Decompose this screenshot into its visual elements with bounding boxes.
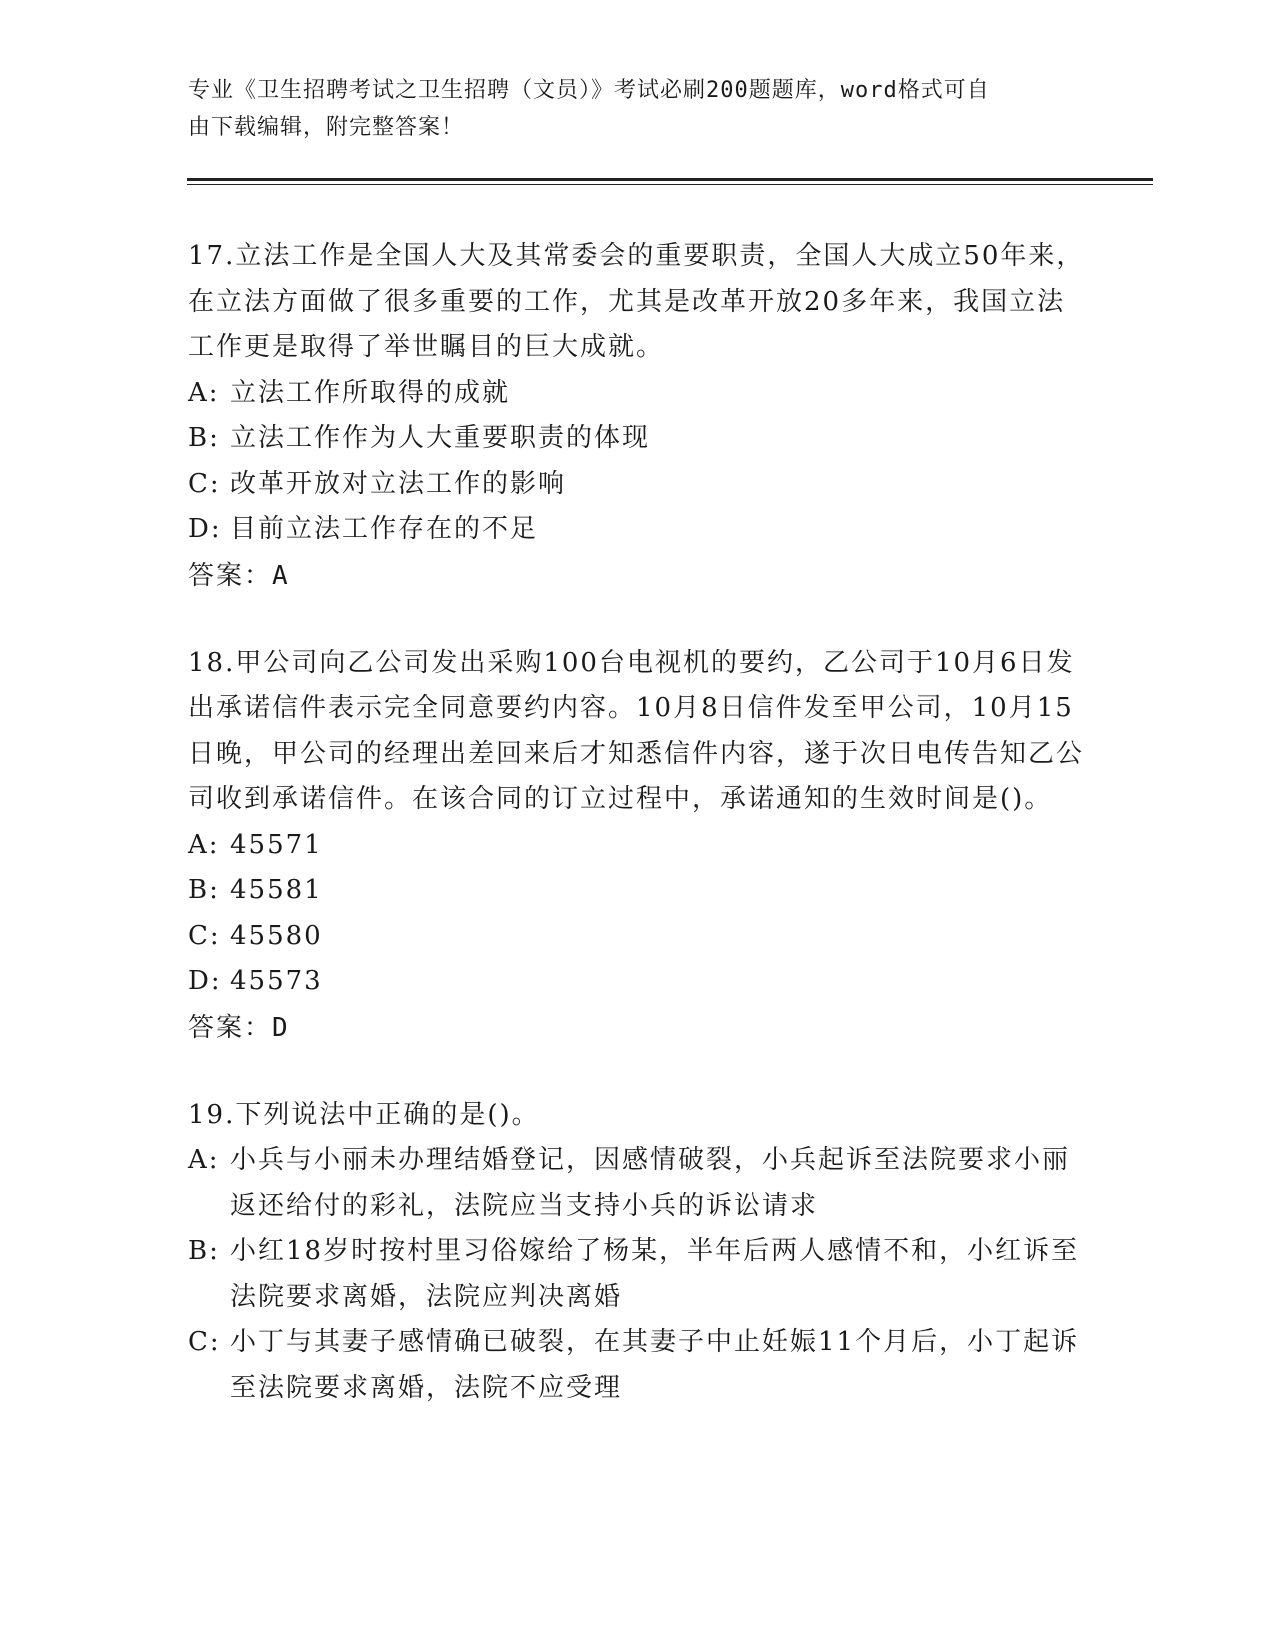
option-text: 立法工作作为人大重要职责的体现	[230, 423, 651, 453]
option-key: C:	[188, 1327, 221, 1357]
option-text: 立法工作所取得的成就	[230, 377, 511, 408]
option-a	[188, 1138, 1088, 1229]
header-title-line-1: 专业《卫生招聘考试之卫生招聘（文员）》考试必刷200题题库，word格式可自	[188, 78, 990, 103]
answer-line: 答案：D	[188, 1012, 290, 1043]
option-c	[188, 1320, 1088, 1411]
question-stem: 19.下列说法中正确的是()。	[188, 1099, 540, 1130]
option-text: 小兵与小丽未办理结婚登记，因感情破裂，小兵起诉至法院要求小丽返还给付的彩礼，法院应当支持小兵的诉讼请求	[230, 1145, 1071, 1221]
question-17	[188, 234, 1088, 599]
option-key: B:	[188, 423, 220, 453]
option-text: 45580	[230, 920, 323, 951]
question-18	[188, 641, 1088, 1051]
header-divider-thin	[187, 184, 1153, 185]
option-text: 目前立法工作存在的不足	[230, 514, 539, 544]
option-c	[188, 914, 1088, 960]
option-c	[188, 462, 1088, 508]
option-key: A:	[188, 377, 220, 408]
option-key: A:	[188, 829, 220, 860]
question-stem: 18.甲公司向乙公司发出采购100台电视机的要约，乙公司于10月6日发出承诺信件表示完全同意要约内容。10月8日信件发至甲公司，10月15日晚，甲公司的经理出差回来后才知悉信件内容，遂于次日电传告知乙公司收到承诺信件。在该合同的订立过程中，承诺通知的生效时间是()。	[188, 647, 1085, 814]
option-key: A:	[188, 1145, 220, 1175]
option-d	[188, 507, 1088, 553]
option-key: C:	[188, 468, 221, 499]
question-list	[188, 234, 1088, 1453]
document-header	[188, 72, 1068, 146]
option-key: B:	[188, 1236, 220, 1266]
option-text: 小红18岁时按村里习俗嫁给了杨某，半年后两人感情不和，小红诉至法院要求离婚，法院应判决离婚	[230, 1236, 1080, 1312]
header-divider-thick	[187, 178, 1153, 181]
option-text: 45573	[230, 966, 323, 996]
option-key: B:	[188, 875, 220, 905]
option-d	[188, 959, 1088, 1005]
option-b	[188, 1229, 1088, 1320]
question-stem: 17.立法工作是全国人大及其常委会的重要职责，全国人大成立50年来，在立法方面做了很多重要的工作，尤其是改革开放20多年来，我国立法工作更是取得了举世瞩目的巨大成就。	[188, 241, 1085, 362]
option-key: C:	[188, 920, 221, 951]
header-title-line-2: 由下载编辑，附完整答案！	[188, 115, 465, 140]
option-text: 45571	[230, 829, 323, 860]
answer-line: 答案：A	[188, 560, 290, 591]
option-a	[188, 823, 1088, 869]
option-b	[188, 416, 1088, 462]
option-b	[188, 868, 1088, 914]
option-key: D:	[188, 966, 222, 996]
option-key: D:	[188, 514, 222, 544]
option-text: 小丁与其妻子感情确已破裂，在其妻子中止妊娠11个月后，小丁起诉至法院要求离婚，法院不应受理	[230, 1327, 1080, 1403]
question-19	[188, 1093, 1088, 1412]
option-text: 45581	[230, 875, 323, 905]
option-a	[188, 371, 1088, 417]
option-text: 改革开放对立法工作的影响	[230, 468, 567, 499]
